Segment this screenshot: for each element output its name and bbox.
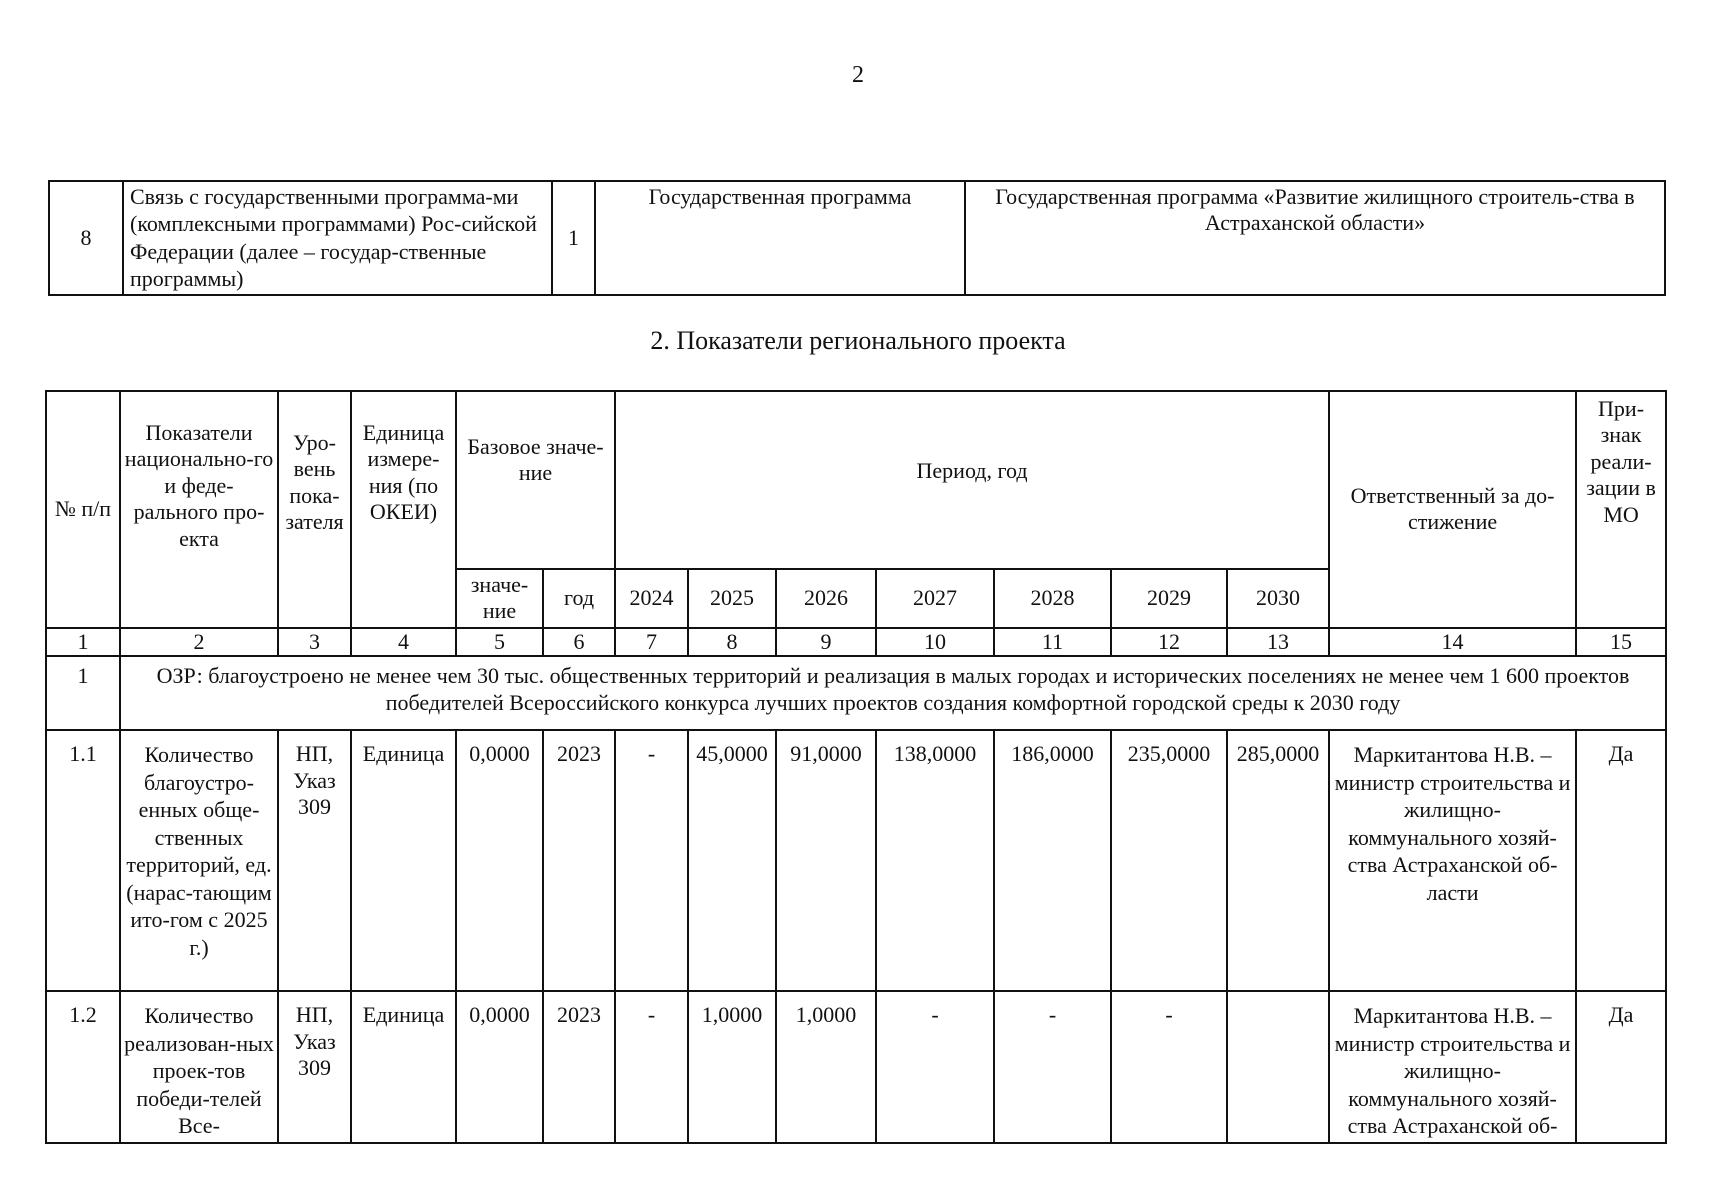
row-value: 45,0000 bbox=[688, 730, 776, 991]
header-year: 2028 bbox=[994, 569, 1111, 628]
column-number: 6 bbox=[543, 628, 615, 656]
row-responsible: Маркитантова Н.В. – министр строительства и жилищно-коммунального хозяй-ства Астраханской об- bbox=[1329, 991, 1576, 1143]
row-value: 91,0000 bbox=[776, 730, 876, 991]
column-number: 2 bbox=[120, 628, 278, 656]
table-row bbox=[49, 181, 1665, 295]
header-base: Базовое значе-ние bbox=[456, 391, 615, 569]
row-value: 1,0000 bbox=[776, 991, 876, 1143]
program-type: Государственная программа bbox=[595, 181, 965, 295]
row-sign: Да bbox=[1576, 730, 1666, 991]
program-name: Государственная программа «Развитие жилищного строитель-ства в Астраханской области» bbox=[965, 181, 1665, 295]
row-sign: Да bbox=[1576, 991, 1666, 1143]
row-value: 285,0000 bbox=[1227, 730, 1329, 991]
row-value: 186,0000 bbox=[994, 730, 1111, 991]
column-number: 5 bbox=[456, 628, 543, 656]
header-year: 2025 bbox=[688, 569, 776, 628]
row-value: - bbox=[1111, 991, 1227, 1143]
page-number: 2 bbox=[852, 62, 864, 88]
column-number: 13 bbox=[1227, 628, 1329, 656]
row-indicator: Количество реализован-ных проек-тов победи-телей Все- bbox=[120, 991, 278, 1143]
row-unit: Единица bbox=[351, 991, 456, 1143]
header-responsible: Ответственный за до-стижение bbox=[1329, 391, 1576, 628]
header-period: Период, год bbox=[615, 391, 1329, 569]
column-number: 14 bbox=[1329, 628, 1576, 656]
header-no: № п/п bbox=[46, 391, 120, 628]
program-link-table bbox=[48, 180, 1666, 296]
row-level: НП, Указ 309 bbox=[278, 991, 351, 1143]
header-year: 2026 bbox=[776, 569, 876, 628]
row-number: 8 bbox=[49, 181, 123, 295]
column-number: 11 bbox=[994, 628, 1111, 656]
header-year: 2030 bbox=[1227, 569, 1329, 628]
row-value: 138,0000 bbox=[876, 730, 994, 991]
header-year: 2029 bbox=[1111, 569, 1227, 628]
header-base-value: значе-ние bbox=[456, 569, 543, 628]
indicators-table bbox=[45, 390, 1667, 1144]
header-sign: При-знак реали-зации в МО bbox=[1576, 391, 1666, 628]
column-number: 1 bbox=[46, 628, 120, 656]
row-indicator: Количество благоустро-енных обще-ственных территорий, ед. (нарас-тающим ито-гом с 2025 г.) bbox=[120, 730, 278, 991]
header-base-year: год bbox=[543, 569, 615, 628]
row-value: - bbox=[876, 991, 994, 1143]
table-row bbox=[46, 991, 1666, 1143]
row-level: НП, Указ 309 bbox=[278, 730, 351, 991]
row-value: 1,0000 bbox=[688, 991, 776, 1143]
row-label: Связь с государственными программа-ми (комплексными программами) Рос-сийской Федерации (далее – государ-ственные программы) bbox=[123, 181, 552, 295]
header-level: Уро-вень пока-зателя bbox=[278, 391, 351, 628]
row-index: 1 bbox=[552, 181, 595, 295]
header-unit: Единица измере-ния (по ОКЕИ) bbox=[351, 391, 456, 628]
table-row bbox=[46, 730, 1666, 991]
goal-row bbox=[46, 656, 1666, 730]
row-base-value: 0,0000 bbox=[456, 991, 543, 1143]
header-row bbox=[46, 391, 1666, 569]
row-base-year: 2023 bbox=[543, 991, 615, 1143]
row-responsible: Маркитантова Н.В. – министр строительства и жилищно-коммунального хозяй-ства Астраханской об-ласти bbox=[1329, 730, 1576, 991]
column-number: 8 bbox=[688, 628, 776, 656]
column-number: 15 bbox=[1576, 628, 1666, 656]
row-no: 1.2 bbox=[46, 991, 120, 1143]
row-no: 1.1 bbox=[46, 730, 120, 991]
column-number: 7 bbox=[615, 628, 688, 656]
header-year: 2027 bbox=[876, 569, 994, 628]
row-value: - bbox=[615, 991, 688, 1143]
row-unit: Единица bbox=[351, 730, 456, 991]
goal-number: 1 bbox=[46, 656, 120, 730]
column-number: 10 bbox=[876, 628, 994, 656]
header-year: 2024 bbox=[615, 569, 688, 628]
row-base-year: 2023 bbox=[543, 730, 615, 991]
column-number: 4 bbox=[351, 628, 456, 656]
goal-text: ОЗР: благоустроено не менее чем 30 тыс. общественных территорий и реализация в малых городах и исторических поселениях не менее чем 1 600 проектов победителей Всероссийского конкурса лучших проектов создания комфортной городской среды к 2030 году bbox=[120, 656, 1666, 730]
row-base-value: 0,0000 bbox=[456, 730, 543, 991]
row-value bbox=[1227, 991, 1329, 1143]
row-value: - bbox=[994, 991, 1111, 1143]
column-number: 12 bbox=[1111, 628, 1227, 656]
section-title: 2. Показатели регионального проекта bbox=[650, 326, 1066, 355]
row-value: - bbox=[615, 730, 688, 991]
column-number: 3 bbox=[278, 628, 351, 656]
row-value: 235,0000 bbox=[1111, 730, 1227, 991]
column-number-row bbox=[46, 628, 1666, 656]
header-indicator: Показатели национально-го и феде-рального про-екта bbox=[120, 391, 278, 628]
column-number: 9 bbox=[776, 628, 876, 656]
